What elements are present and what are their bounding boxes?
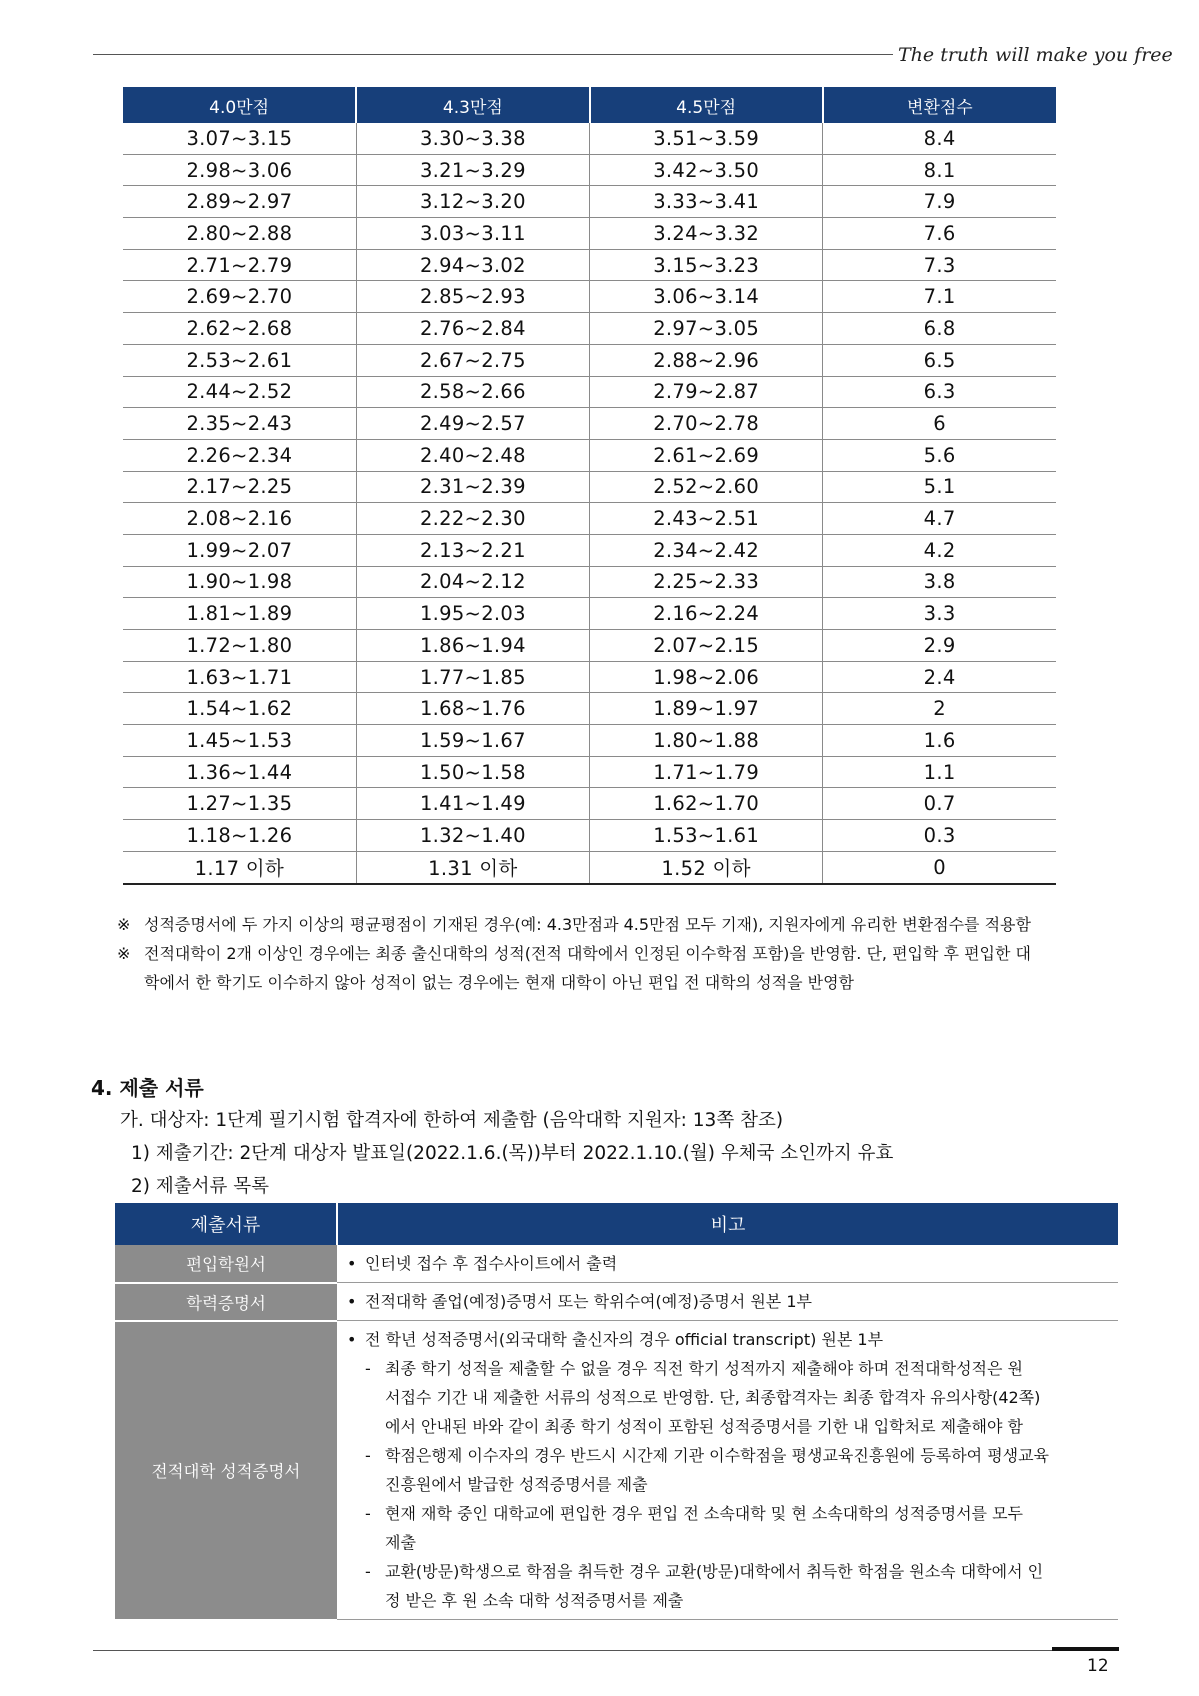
table-cell: 6.3 xyxy=(823,376,1056,408)
dash-icon: - xyxy=(365,1504,371,1523)
table-cell: 1.72~1.80 xyxy=(123,630,356,662)
table-cell: 7.3 xyxy=(823,249,1056,281)
table-cell: 5.1 xyxy=(823,471,1056,503)
doc-remark xyxy=(337,1283,1118,1321)
table-row xyxy=(123,534,1056,566)
table-cell: 7.6 xyxy=(823,218,1056,250)
table-row xyxy=(115,1283,1118,1321)
table-row xyxy=(115,1321,1118,1620)
table-cell: 2.70~2.78 xyxy=(590,408,823,440)
table-row xyxy=(123,344,1056,376)
note-text: 성적증명서에 두 가지 이상의 평균평점이 기재된 경우(예: 4.3만점과 4.5만점 모두 기재), 지원자에게 유리한 변환점수를 적용함 xyxy=(144,915,1031,934)
table-cell: 2.62~2.68 xyxy=(123,313,356,345)
table-cell: 3.33~3.41 xyxy=(590,186,823,218)
table-cell: 2 xyxy=(823,693,1056,725)
table-row xyxy=(123,725,1056,757)
table-cell: 1.45~1.53 xyxy=(123,725,356,757)
remark-text: 정 받은 후 원 소속 대학 성적증명서를 제출 xyxy=(385,1591,684,1610)
table-cell: 2.85~2.93 xyxy=(356,281,589,313)
table-cell: 1.52 이하 xyxy=(590,851,823,883)
table-cell: 3.8 xyxy=(823,566,1056,598)
table-row xyxy=(123,218,1056,250)
remark-text: 최종 학기 성적을 제출할 수 없을 경우 직전 학기 성적까지 제출해야 하며 전적대학성적은 원 xyxy=(385,1359,1023,1378)
note-item xyxy=(117,939,1127,968)
table-cell: 1.63~1.71 xyxy=(123,661,356,693)
table-cell: 1.53~1.61 xyxy=(590,820,823,852)
table-cell: 2.04~2.12 xyxy=(356,566,589,598)
table-header-row xyxy=(123,87,1056,123)
remark-text: 서접수 기간 내 제출한 서류의 성적으로 반영함. 단, 최종합격자는 최종 합격자 유의사항(42쪽) xyxy=(385,1388,1041,1407)
table-cell: 2.08~2.16 xyxy=(123,503,356,535)
table-cell: 2.61~2.69 xyxy=(590,439,823,471)
table-cell: 1.59~1.67 xyxy=(356,725,589,757)
table-cell: 3.03~3.11 xyxy=(356,218,589,250)
table-cell: 1.90~1.98 xyxy=(123,566,356,598)
remark-text: 인터넷 접수 후 접수사이트에서 출력 xyxy=(365,1254,618,1273)
table-row xyxy=(123,471,1056,503)
table-row xyxy=(123,249,1056,281)
submission-period: 1) 제출기간: 2단계 대상자 발표일(2022.1.6.(목))부터 2022.1.10.(월) 우체국 소인까지 유효 xyxy=(131,1143,894,1164)
table-cell: 1.62~1.70 xyxy=(590,788,823,820)
table-cell: 2.89~2.97 xyxy=(123,186,356,218)
dash-icon: - xyxy=(365,1562,371,1581)
table-row xyxy=(123,503,1056,535)
col-header-4-3: 4.3만점 xyxy=(356,87,589,123)
doc-remark xyxy=(337,1245,1118,1283)
note-item xyxy=(117,910,1127,939)
table-row xyxy=(123,154,1056,186)
remark-text: 전적대학 졸업(예정)증명서 또는 학위수여(예정)증명서 원본 1부 xyxy=(365,1292,812,1311)
table-cell: 3.07~3.15 xyxy=(123,123,356,154)
table-cell: 1.81~1.89 xyxy=(123,598,356,630)
table-cell: 2.35~2.43 xyxy=(123,408,356,440)
table-cell: 1.68~1.76 xyxy=(356,693,589,725)
table-cell: 3.51~3.59 xyxy=(590,123,823,154)
table-cell: 1.27~1.35 xyxy=(123,788,356,820)
table-cell: 2.26~2.34 xyxy=(123,439,356,471)
table-cell: 2.22~2.30 xyxy=(356,503,589,535)
table-cell: 2.94~3.02 xyxy=(356,249,589,281)
table-cell: 1.80~1.88 xyxy=(590,725,823,757)
table-cell: 1.95~2.03 xyxy=(356,598,589,630)
table-cell: 1.50~1.58 xyxy=(356,756,589,788)
remark-text: 현재 재학 중인 대학교에 편입한 경우 편입 전 소속대학 및 현 소속대학의 성적증명서를 모두 xyxy=(385,1504,1023,1523)
table-row xyxy=(123,693,1056,725)
table-cell: 2.07~2.15 xyxy=(590,630,823,662)
table-row xyxy=(123,281,1056,313)
table-cell: 2.67~2.75 xyxy=(356,344,589,376)
table-cell: 2.9 xyxy=(823,630,1056,662)
table-cell: 0 xyxy=(823,851,1056,883)
col-header-remark: 비고 xyxy=(337,1203,1118,1245)
table-cell: 2.4 xyxy=(823,661,1056,693)
table-cell: 2.71~2.79 xyxy=(123,249,356,281)
table-row xyxy=(123,186,1056,218)
table-cell: 2.43~2.51 xyxy=(590,503,823,535)
table-cell: 4.2 xyxy=(823,534,1056,566)
notes-block xyxy=(117,910,1127,997)
col-header-converted: 변환점수 xyxy=(823,87,1056,123)
table-row xyxy=(123,630,1056,662)
table-cell: 3.12~3.20 xyxy=(356,186,589,218)
col-header-4-0: 4.0만점 xyxy=(123,87,356,123)
reference-mark-icon: ※ xyxy=(117,915,131,934)
doc-remark xyxy=(337,1321,1118,1620)
table-cell: 7.1 xyxy=(823,281,1056,313)
table-cell: 6 xyxy=(823,408,1056,440)
table-row xyxy=(123,566,1056,598)
doc-label: 학력증명서 xyxy=(115,1283,337,1321)
table-cell: 1.89~1.97 xyxy=(590,693,823,725)
table-cell: 2.13~2.21 xyxy=(356,534,589,566)
table-cell: 1.86~1.94 xyxy=(356,630,589,662)
table-header-row xyxy=(115,1203,1118,1245)
table-cell: 8.1 xyxy=(823,154,1056,186)
table-cell: 8.4 xyxy=(823,123,1056,154)
bullet-icon: • xyxy=(347,1330,357,1349)
table-row xyxy=(123,313,1056,345)
grade-table-body xyxy=(123,123,1056,884)
bullet-icon: • xyxy=(347,1254,357,1273)
table-row xyxy=(123,851,1056,883)
table-cell: 3.15~3.23 xyxy=(590,249,823,281)
table-cell: 3.24~3.32 xyxy=(590,218,823,250)
remark-text: 에서 안내된 바와 같이 최종 학기 성적이 포함된 성적증명서를 기한 내 입학처로 제출해야 함 xyxy=(385,1417,1023,1436)
section-title: 4. 제출 서류 xyxy=(91,1076,204,1100)
table-cell: 1.41~1.49 xyxy=(356,788,589,820)
remark-text: 전 학년 성적증명서(외국대학 출신자의 경우 official transcript) 원본 1부 xyxy=(365,1330,884,1349)
header-rule xyxy=(93,54,893,55)
table-cell: 1.18~1.26 xyxy=(123,820,356,852)
table-row xyxy=(123,756,1056,788)
note-text: 전적대학이 2개 이상인 경우에는 최종 출신대학의 성적(전적 대학에서 인정된 이수학점 포함)을 반영함. 단, 편입학 후 편입한 대 xyxy=(144,944,1032,963)
table-cell: 1.71~1.79 xyxy=(590,756,823,788)
table-cell: 1.32~1.40 xyxy=(356,820,589,852)
table-cell: 2.88~2.96 xyxy=(590,344,823,376)
col-header-4-5: 4.5만점 xyxy=(590,87,823,123)
table-cell: 5.6 xyxy=(823,439,1056,471)
header-motto: The truth will make you free xyxy=(898,44,1173,66)
table-row xyxy=(123,439,1056,471)
table-cell: 3.30~3.38 xyxy=(356,123,589,154)
table-cell: 2.40~2.48 xyxy=(356,439,589,471)
table-cell: 1.54~1.62 xyxy=(123,693,356,725)
table-cell: 2.31~2.39 xyxy=(356,471,589,503)
remark-text: 학점은행제 이수자의 경우 반드시 시간제 기관 이수학점을 평생교육진흥원에 등록하여 평생교육 xyxy=(385,1446,1050,1465)
doc-label: 전적대학 성적증명서 xyxy=(115,1321,337,1620)
table-cell: 1.98~2.06 xyxy=(590,661,823,693)
target-description: 가. 대상자: 1단계 필기시험 합격자에 한하여 제출함 (음악대학 지원자: 13쪽 참조) xyxy=(120,1110,784,1131)
table-row xyxy=(123,820,1056,852)
table-row xyxy=(123,661,1056,693)
table-cell: 2.52~2.60 xyxy=(590,471,823,503)
reference-mark-icon: ※ xyxy=(117,944,131,963)
table-row xyxy=(123,788,1056,820)
document-list-heading: 2) 제출서류 목록 xyxy=(131,1176,269,1197)
dash-icon: - xyxy=(365,1359,371,1378)
table-cell: 2.69~2.70 xyxy=(123,281,356,313)
table-cell: 2.53~2.61 xyxy=(123,344,356,376)
table-cell: 2.49~2.57 xyxy=(356,408,589,440)
table-cell: 1.1 xyxy=(823,756,1056,788)
table-cell: 0.3 xyxy=(823,820,1056,852)
grade-conversion-table xyxy=(123,87,1056,885)
table-cell: 4.7 xyxy=(823,503,1056,535)
table-row xyxy=(123,123,1056,154)
table-row xyxy=(123,408,1056,440)
page-number: 12 xyxy=(1087,1656,1109,1676)
table-cell: 2.79~2.87 xyxy=(590,376,823,408)
footer-rule xyxy=(93,1650,1119,1651)
table-cell: 2.16~2.24 xyxy=(590,598,823,630)
table-cell: 2.98~3.06 xyxy=(123,154,356,186)
table-row xyxy=(115,1245,1118,1283)
doc-label: 편입학원서 xyxy=(115,1245,337,1283)
table-cell: 1.77~1.85 xyxy=(356,661,589,693)
table-cell: 2.58~2.66 xyxy=(356,376,589,408)
table-cell: 6.5 xyxy=(823,344,1056,376)
table-cell: 1.36~1.44 xyxy=(123,756,356,788)
footer-accent-bar xyxy=(1052,1647,1119,1651)
table-cell: 7.9 xyxy=(823,186,1056,218)
table-row xyxy=(123,376,1056,408)
remark-text: 제출 xyxy=(385,1533,416,1552)
table-cell: 2.25~2.33 xyxy=(590,566,823,598)
bullet-icon: • xyxy=(347,1292,357,1311)
table-cell: 2.80~2.88 xyxy=(123,218,356,250)
table-cell: 2.97~3.05 xyxy=(590,313,823,345)
table-cell: 2.34~2.42 xyxy=(590,534,823,566)
remark-text: 진흥원에서 발급한 성적증명서를 제출 xyxy=(385,1475,648,1494)
table-cell: 3.3 xyxy=(823,598,1056,630)
table-cell: 0.7 xyxy=(823,788,1056,820)
table-cell: 3.21~3.29 xyxy=(356,154,589,186)
col-header-document: 제출서류 xyxy=(115,1203,337,1245)
table-cell: 2.76~2.84 xyxy=(356,313,589,345)
table-cell: 1.6 xyxy=(823,725,1056,757)
table-cell: 1.17 이하 xyxy=(123,851,356,883)
table-cell: 1.99~2.07 xyxy=(123,534,356,566)
table-row xyxy=(123,598,1056,630)
table-cell: 2.17~2.25 xyxy=(123,471,356,503)
table-cell: 1.31 이하 xyxy=(356,851,589,883)
remark-text: 교환(방문)학생으로 학점을 취득한 경우 교환(방문)대학에서 취득한 학점을 원소속 대학에서 인 xyxy=(385,1562,1044,1581)
documents-table xyxy=(115,1203,1118,1621)
table-cell: 3.06~3.14 xyxy=(590,281,823,313)
dash-icon: - xyxy=(365,1446,371,1465)
table-cell: 2.44~2.52 xyxy=(123,376,356,408)
table-cell: 6.8 xyxy=(823,313,1056,345)
table-cell: 3.42~3.50 xyxy=(590,154,823,186)
note-text-continued: 학에서 한 학기도 이수하지 않아 성적이 없는 경우에는 현재 대학이 아닌 편입 전 대학의 성적을 반영함 xyxy=(144,973,854,992)
